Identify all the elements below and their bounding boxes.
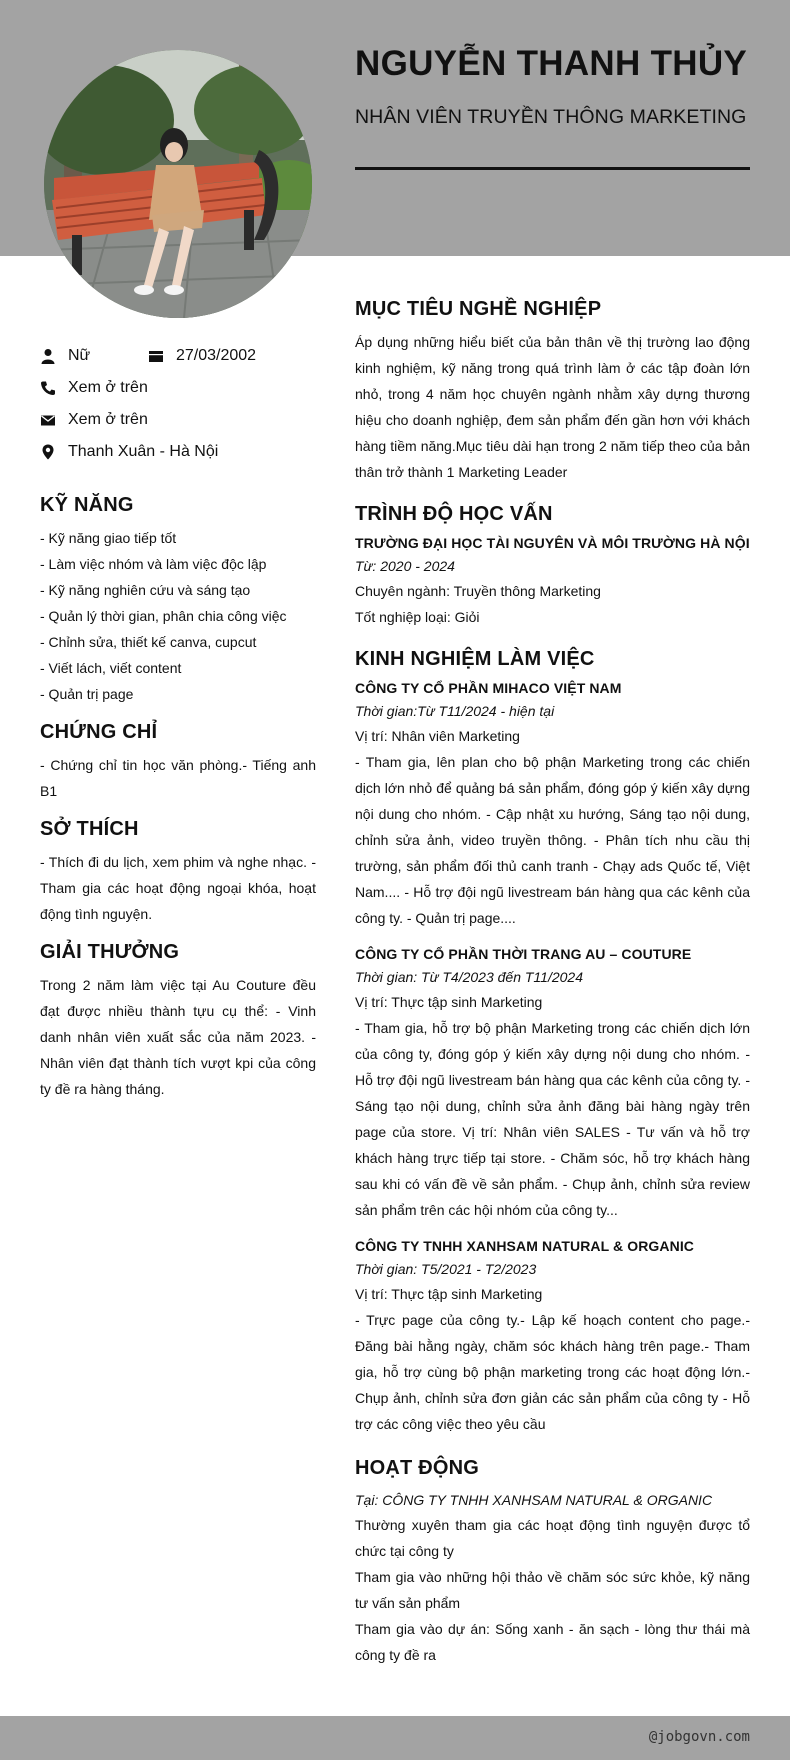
school-name: TRƯỜNG ĐẠI HỌC TÀI NGUYÊN VÀ MÔI TRƯỜNG HÀ NỘI [355, 535, 750, 551]
hobbies-title: SỞ THÍCH [40, 818, 139, 840]
skill-item: - Kỹ năng nghiên cứu và sáng tạo [40, 582, 251, 598]
job-period: Thời gian:Từ T11/2024 - hiện tại [355, 703, 555, 719]
education-major: Chuyên ngành: Truyền thông Marketing [355, 583, 601, 599]
address-value: Thanh Xuân - Hà Nội [68, 443, 219, 460]
objective-title: MỤC TIÊU NGHỀ NGHIỆP [355, 298, 602, 320]
activities-title: HOẠT ĐỘNG [355, 1457, 480, 1479]
objective-text: Áp dụng những hiểu biết của bản thân về thị trường lao động kinh nghiệm, kỹ năng trong quá trình làm ở các tập đoàn lớn nhỏ, trong 4 năm học chuyên ngành nhằm xây dựng thương hiệu cho doanh nghiệp, đem sản phẩm đến gần hơn với khách hàng tiềm năng.Mục tiêu dài hạn trong 2 năm tiếp theo của bản thân trở thành 1 Marketing Leader [355, 334, 750, 480]
skills-title: KỸ NĂNG [40, 494, 134, 516]
footer-watermark: @jobgovn.com [648, 1729, 750, 1745]
phone-icon [40, 380, 56, 396]
skill-item: - Quản lý thời gian, phân chia công việc [40, 608, 287, 624]
certificates-title: CHỨNG CHỈ [40, 721, 158, 743]
company-name: CÔNG TY CỔ PHẦN THỜI TRANG AU – COUTURE [355, 946, 692, 962]
skill-item: - Kỹ năng giao tiếp tốt [40, 530, 177, 546]
activity-item: Tham gia vào dự án: Sống xanh - ăn sạch - lòng thư thái mà công ty đề ra [355, 1621, 750, 1663]
activities-place: Tại: CÔNG TY TNHH XANHSAM NATURAL & ORGANIC [355, 1492, 713, 1508]
title-divider [355, 167, 750, 170]
job-position: Vị trí: Thực tập sinh Marketing [355, 994, 543, 1010]
email-icon [40, 412, 56, 428]
footer-band [0, 1716, 790, 1760]
avatar-photo [44, 50, 312, 318]
avatar [44, 50, 312, 318]
contact-row-email [40, 404, 316, 436]
job-entry [355, 943, 750, 1223]
skill-item: - Viết lách, viết content [40, 660, 182, 676]
skill-item: - Chỉnh sửa, thiết kế canva, cupcut [40, 634, 257, 650]
company-name: CÔNG TY CỔ PHẦN MIHACO VIỆT NAM [355, 680, 622, 696]
job-description: - Tham gia, lên plan cho bộ phận Marketing trong các chiến dịch lớn nhỏ để quảng bá sản phẩm, đóng góp ý kiến xây dựng nội dung cho nhóm. - Cập nhật xu hướng, Sáng tạo nội dung, chỉnh sửa ảnh, video truyền thông. - Phân tích nhu cầu thị trường, sản phẩm đối thủ canh tranh - Chạy ads Quốc tế, Việt Nam.... - Hỗ trợ đội ngũ livestream bán hàng qua các kênh của công ty. - Quản trị page.... [355, 754, 750, 926]
left-column [40, 340, 316, 1102]
gender-value: Nữ [68, 347, 91, 364]
job-period: Thời gian: T5/2021 - T2/2023 [355, 1261, 537, 1277]
hobbies-text: - Thích đi du lịch, xem phim và nghe nhạc. - Tham gia các hoạt động ngoại khóa, hoạt động tình nguyện. [40, 854, 316, 922]
candidate-name: NGUYỄN THANH THỦY [355, 44, 748, 83]
contact-row-address [40, 436, 316, 468]
job-title: NHÂN VIÊN TRUYỀN THÔNG MARKETING [355, 106, 747, 128]
calendar-icon [148, 348, 164, 364]
education-period: Từ: 2020 - 2024 [355, 558, 455, 574]
awards-text: Trong 2 năm làm việc tại Au Couture đều đạt được nhiều thành tựu cụ thể: - Vinh danh nhân viên xuất sắc của năm 2023. - Nhân viên đạt thành tích vượt kpi của công ty đề ra hàng tháng. [40, 977, 316, 1097]
activity-item: Thường xuyên tham gia các hoạt động tình nguyện được tổ chức tại công ty [355, 1517, 750, 1559]
contact-row-gender-dob [40, 340, 316, 372]
skill-item: - Quản trị page [40, 686, 134, 702]
activity-item: Tham gia vào những hội thảo về chăm sóc sức khỏe, kỹ năng tư vấn sản phẩm [355, 1569, 750, 1611]
phone-value: Xem ở trên [68, 379, 148, 396]
job-entry [355, 677, 750, 931]
email-value: Xem ở trên [68, 411, 148, 428]
person-icon [40, 348, 56, 364]
job-description: - Tham gia, hỗ trợ bộ phận Marketing trong các chiến dịch lớn của công ty, đóng góp ý kiến xây dựng nội dung cho nhóm. - Hỗ trợ đội ngũ livestream bán hàng qua các kênh của công ty. - Sáng tạo nội dung, chỉnh sửa ảnh đăng bài hàng ngày trên page của store. Vị trí: Nhân viên SALES - Tư vấn và hỗ trợ khách hàng trực tiếp tại store. - Chăm sóc, hỗ trợ khách hàng sau khi có vấn đề về sản phẩm. - Chụp ảnh, chỉnh sửa review sản phẩm trên các hội nhóm của công ty... [355, 1020, 750, 1218]
experience-title: KINH NGHIỆM LÀM VIỆC [355, 648, 595, 670]
certificates-text: - Chứng chỉ tin học văn phòng.- Tiếng anh B1 [40, 757, 316, 799]
job-position: Vị trí: Thực tập sinh Marketing [355, 1286, 543, 1302]
job-entry [355, 1235, 750, 1437]
dob-item [148, 347, 256, 365]
job-period: Thời gian: Từ T4/2023 đến T11/2024 [355, 969, 583, 985]
contact-row-phone [40, 372, 316, 404]
awards-title: GIẢI THƯỞNG [40, 941, 180, 963]
dob-value: 27/03/2002 [176, 347, 257, 364]
job-description: - Trực page của công ty.- Lập kế hoạch content cho page.- Đăng bài hằng ngày, chăm sóc khách hàng trên page.- Tham gia, hỗ trợ cùng bộ phận marketing trong các hoạt động lớn.- Chụp ảnh, chỉnh sửa đơn giản các sản phẩm của công ty - Hỗ trợ các công việc theo yêu cầu [355, 1312, 750, 1432]
gender-item [40, 347, 148, 365]
education-grade: Tốt nghiệp loại: Giỏi [355, 609, 480, 625]
skill-item: - Làm việc nhóm và làm việc độc lập [40, 556, 267, 572]
education-title: TRÌNH ĐỘ HỌC VẤN [355, 503, 553, 525]
job-position: Vị trí: Nhân viên Marketing [355, 728, 520, 744]
right-column [355, 298, 750, 1668]
company-name: CÔNG TY TNHH XANHSAM NATURAL & ORGANIC [355, 1238, 695, 1254]
location-pin-icon [40, 444, 56, 460]
